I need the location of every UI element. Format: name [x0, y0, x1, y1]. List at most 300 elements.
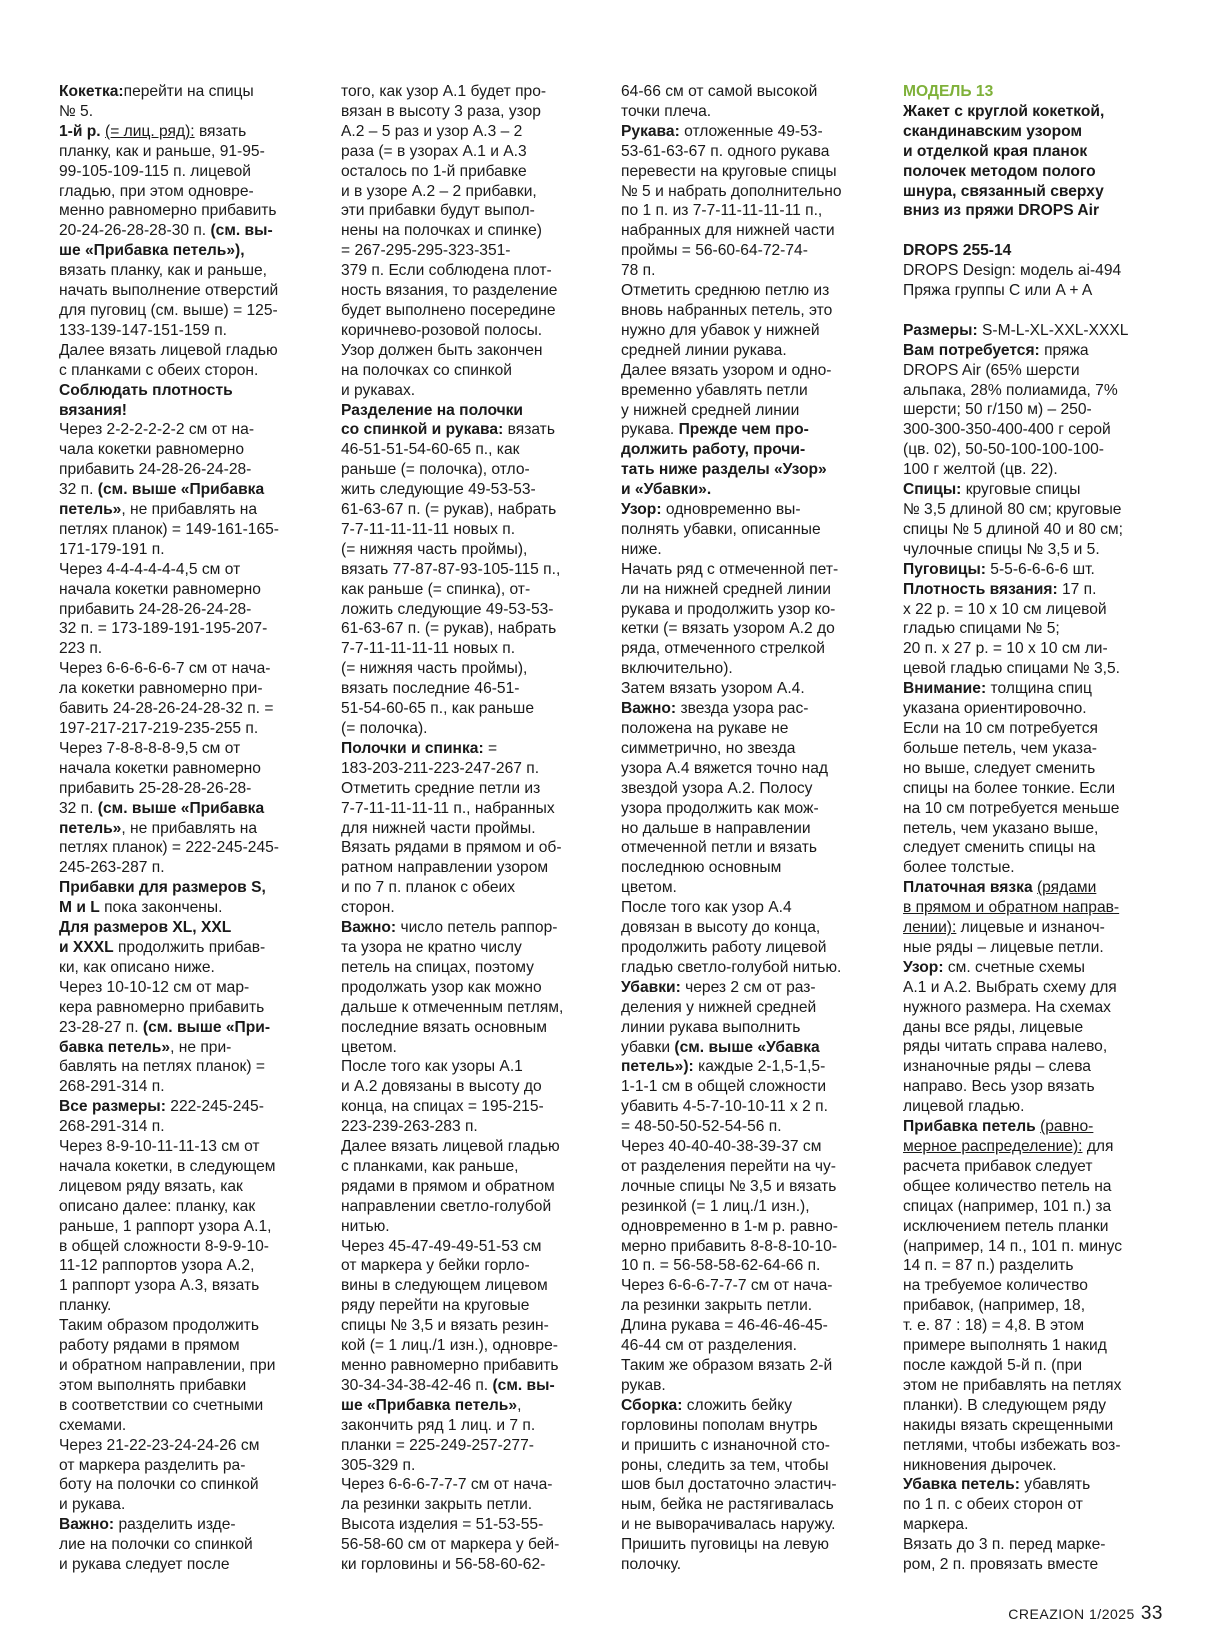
text-run: 46-51-51-54-60-65 п., как — [341, 441, 520, 459]
text-line — [59, 281, 317, 301]
text-run: перевести на круговые спицы — [621, 162, 837, 180]
text-line — [621, 779, 879, 799]
text-line — [59, 1117, 317, 1137]
text-line — [59, 1157, 317, 1177]
text-run: кетки (= вязать узором А.2 до — [621, 620, 835, 638]
text-run: Таким образом продолжить — [59, 1317, 259, 1335]
text-run: направлении светло-голубой — [341, 1197, 552, 1215]
text-line — [341, 162, 599, 182]
text-line — [903, 659, 1165, 679]
text-run: менно равномерно прибавить — [59, 202, 277, 220]
text-line — [903, 420, 1165, 440]
text-line — [903, 898, 1165, 918]
text-run: 100 г желтой (цв. 22). — [903, 461, 1058, 479]
text-run: никновения дырочек. — [903, 1456, 1057, 1474]
text-line — [903, 281, 1165, 301]
text-run: Пришить пуговицы на левую — [621, 1536, 829, 1554]
text-line — [59, 878, 317, 898]
page-footer — [1008, 1604, 1163, 1624]
text-run: = 48-50-50-52-54-56 п. — [621, 1118, 782, 1136]
text-line — [59, 301, 317, 321]
text-line — [59, 1137, 317, 1157]
text-line — [59, 838, 317, 858]
text-line — [621, 1336, 879, 1356]
text-line — [903, 1217, 1165, 1237]
text-line — [341, 1097, 599, 1117]
text-run: спицах (например, 101 п.) за — [903, 1197, 1112, 1215]
text-line — [621, 1157, 879, 1177]
text-line — [59, 858, 317, 878]
text-run: ным, бейка не растягивалась — [621, 1496, 834, 1514]
text-line — [903, 699, 1165, 719]
text-run: петель, чем указано выше, — [903, 819, 1099, 837]
text-run: Высота изделия = 51-53-55- — [341, 1516, 544, 1534]
text-run: чулочные спицы № 3,5 и 5. — [903, 540, 1100, 558]
text-line — [621, 719, 879, 739]
text-line — [59, 1097, 317, 1117]
text-run: 14 п. = 87 п.) разделить — [903, 1257, 1074, 1275]
text-line — [621, 261, 879, 281]
text-run: должить работу, прочи- — [621, 441, 806, 459]
text-line — [59, 998, 317, 1018]
text-run: лочные спицы № 3,5 и вязать — [621, 1177, 837, 1195]
text-run: последнюю основным — [621, 859, 782, 877]
text-run: симметрично, но звезда — [621, 739, 796, 757]
text-line — [621, 1097, 879, 1117]
text-line — [621, 819, 879, 839]
text-run: полочку. — [621, 1556, 682, 1574]
text-line — [903, 1256, 1165, 1276]
text-run: Разделение на полочки — [341, 401, 524, 419]
text-line — [903, 162, 1165, 182]
text-line — [59, 480, 317, 500]
text-line — [903, 580, 1165, 600]
text-run: (см. выше «Прибавка — [97, 799, 265, 817]
text-line — [621, 1057, 879, 1077]
text-run: 171-179-191 п. — [59, 540, 165, 558]
text-line — [621, 1177, 879, 1197]
text-run: ниже. — [621, 540, 662, 558]
text-line — [903, 1296, 1165, 1316]
text-run: продолжать узор как можно — [341, 978, 542, 996]
text-line — [341, 898, 599, 918]
text-run: петель» — [59, 819, 122, 837]
text-run: ки горловины и 56-58-60-62- — [341, 1556, 546, 1574]
text-run: шнура, связанный сверху — [903, 182, 1104, 200]
text-line — [903, 540, 1165, 560]
text-line — [59, 580, 317, 600]
text-run: Длина рукава = 46-46-46-45- — [621, 1317, 828, 1335]
text-run: 7-7-11-11-11-11 п., набранных — [341, 799, 555, 817]
text-run: шов был достаточно эластич- — [621, 1476, 837, 1494]
text-line — [341, 1117, 599, 1137]
text-line — [621, 201, 879, 221]
text-run: Рукава: — [621, 122, 680, 140]
text-line — [621, 221, 879, 241]
text-line — [903, 739, 1165, 759]
text-run: (= полочка). — [341, 720, 428, 737]
text-line — [621, 1137, 879, 1157]
text-line — [903, 480, 1165, 500]
text-run: рукава. — [621, 421, 679, 439]
text-run: этом выполнять прибавки — [59, 1376, 247, 1394]
text-run: 32 п. = 173-189-191-195-207- — [59, 620, 268, 638]
text-run: см. счетные схемы — [943, 958, 1085, 976]
text-run: спицы на более тонкие. Если — [903, 779, 1116, 797]
text-run: общее количество петель на — [903, 1177, 1112, 1195]
text-run: на 10 см потребуется меньше — [903, 799, 1120, 817]
text-run: и «Убавки». — [621, 481, 712, 499]
text-line — [59, 162, 317, 182]
text-line — [621, 440, 879, 460]
text-line — [59, 201, 317, 221]
text-run: , не прибавлять на — [121, 819, 258, 837]
text-run: петлях планок) = 222-245-245- — [59, 839, 279, 857]
text-line — [621, 1456, 879, 1476]
text-run: у нижней средней линии — [621, 401, 800, 419]
text-run: для пуговиц (см. выше) = 125- — [59, 301, 278, 319]
text-run: убавлять — [1019, 1476, 1091, 1494]
text-run: отмеченной петли и вязать — [621, 839, 817, 857]
text-line — [903, 938, 1165, 958]
text-run: следует сменить спицы на — [903, 839, 1096, 857]
text-run: та узора не кратно числу — [341, 938, 522, 956]
text-column-2 — [341, 82, 599, 1575]
text-line — [903, 918, 1165, 938]
text-run: этом не прибавлять на петлях — [903, 1376, 1122, 1394]
text-line — [341, 1356, 599, 1376]
text-run: x 22 р. = 10 x 10 см лицевой — [903, 600, 1107, 618]
text-line — [903, 82, 1165, 102]
text-run: петлях планок) = 149-161-165- — [59, 520, 279, 538]
text-run: начала кокетки, в следующем — [59, 1157, 276, 1175]
text-line — [903, 1276, 1165, 1296]
text-run: , не прибавлять на — [121, 501, 258, 519]
text-line — [621, 838, 879, 858]
text-line — [903, 500, 1165, 520]
text-line — [59, 460, 317, 480]
text-run: (= нижняя часть проймы), — [341, 660, 528, 678]
text-run: № 5. — [59, 102, 94, 120]
text-run: Вам потребуется: — [903, 341, 1040, 359]
text-run: Через 6-6-6-7-7-7 см от нача- — [621, 1277, 833, 1295]
text-line — [341, 281, 599, 301]
text-run: Все размеры: — [59, 1098, 166, 1116]
text-run: Далее вязать узором и одно- — [621, 361, 832, 379]
text-run: Отметить среднюю петлю из — [621, 282, 830, 300]
text-run: менно равномерно прибавить — [341, 1357, 559, 1374]
magazine-issue: CREAZION 1/2025 — [1008, 1606, 1135, 1622]
text-run: (например, 14 п., 101 п. минус — [903, 1237, 1123, 1255]
text-run: звезда узора рас- — [676, 700, 809, 718]
text-run: 32 п. — [59, 481, 98, 499]
text-run: последние вязать основным — [341, 1018, 547, 1036]
text-column-3 — [621, 82, 879, 1575]
text-line — [621, 998, 879, 1018]
text-line — [59, 1256, 317, 1276]
text-run: по 1 п. с обеих сторон от — [903, 1496, 1083, 1514]
text-run: (см. выше «При- — [142, 1018, 271, 1036]
text-line — [59, 679, 317, 699]
text-line — [903, 1237, 1165, 1257]
text-line — [341, 182, 599, 202]
text-run: 53-61-63-67 п. одного рукава — [621, 142, 830, 160]
text-line — [903, 759, 1165, 779]
text-line — [903, 1117, 1165, 1137]
text-run: но выше, следует сменить — [903, 759, 1096, 777]
text-run: осталось по 1-й прибавке — [341, 162, 527, 180]
text-run: вязать — [194, 122, 247, 140]
text-line — [59, 401, 317, 421]
text-run: 23-28-27 п. — [59, 1018, 143, 1036]
text-line — [341, 221, 599, 241]
text-line — [59, 1276, 317, 1296]
text-line — [341, 1077, 599, 1097]
text-run: ла резинки закрыть петли. — [341, 1496, 533, 1514]
text-run: ше «Прибавка петель»), — [59, 242, 245, 260]
text-run: Узор: — [621, 501, 662, 519]
text-line — [59, 321, 317, 341]
text-run: Прежде чем про- — [678, 421, 809, 439]
text-run: 223 п. — [59, 640, 103, 658]
text-line — [621, 1038, 879, 1058]
text-line — [341, 1376, 599, 1396]
text-run: M и L — [59, 899, 100, 917]
text-line — [621, 102, 879, 122]
text-run: перейти на спицы — [123, 83, 254, 100]
text-run: ла резинки закрыть петли. — [621, 1297, 813, 1315]
text-line — [903, 400, 1165, 420]
text-run: 7-7-11-11-11-11 новых п. — [341, 520, 516, 538]
text-run: 223-239-263-283 п. — [341, 1118, 478, 1136]
text-run: планку. — [59, 1297, 112, 1315]
text-run: толщина спиц — [986, 680, 1092, 698]
text-run: вниз из пряжи DROPS Air — [903, 202, 1100, 220]
text-line — [341, 1137, 599, 1157]
text-line — [621, 619, 879, 639]
text-run: Далее вязать лицевой гладью — [59, 341, 278, 359]
text-line — [903, 819, 1165, 839]
text-run: в общей сложности 8-9-9-10- — [59, 1237, 269, 1255]
text-run: и А.2 довязаны в высоту до — [341, 1078, 542, 1096]
text-run: более толстые. — [903, 859, 1015, 877]
text-run: После того как узор А.4 — [621, 899, 792, 917]
text-run: МОДЕЛЬ 13 — [903, 83, 994, 100]
text-line — [903, 1177, 1165, 1197]
text-run: от маркера разделить ра- — [59, 1456, 246, 1474]
text-run: и рукавах. — [341, 381, 416, 399]
text-run: на полочках со спинкой — [341, 361, 513, 379]
text-run: цевой гладью спицами № 3,5. — [903, 660, 1121, 678]
text-line — [59, 261, 317, 281]
text-line — [903, 361, 1165, 381]
text-run: для нижней части проймы. — [341, 819, 536, 837]
text-line — [621, 321, 879, 341]
text-run: 17 п. — [1057, 580, 1097, 598]
text-run: положена на рукаве не — [621, 720, 789, 737]
text-line — [59, 978, 317, 998]
text-line — [621, 480, 879, 500]
text-run: планки = 225-249-257-277- — [341, 1436, 534, 1454]
text-line — [621, 301, 879, 321]
text-line — [903, 679, 1165, 699]
text-run: 268-291-314 п. — [59, 1118, 165, 1136]
text-line — [621, 898, 879, 918]
text-run: исключением петель планки — [903, 1217, 1109, 1235]
text-run: раньше, 1 раппорт узора А.1, — [59, 1217, 272, 1235]
text-run: 268-291-314 п. — [59, 1078, 165, 1096]
text-line — [903, 182, 1165, 202]
text-run: вязать планку, как и раньше, — [59, 262, 267, 280]
text-run: , не при- — [170, 1038, 232, 1056]
text-line — [621, 739, 879, 759]
text-run: = 267-295-295-323-351- — [341, 242, 511, 260]
text-run: даны все ряды, лицевые — [903, 1018, 1084, 1036]
text-run: с планками, как раньше, — [341, 1157, 519, 1175]
text-run: ряда, отмеченного стрелкой — [621, 640, 826, 658]
text-line — [59, 1057, 317, 1077]
text-line — [59, 1535, 317, 1555]
text-run: рукава и продолжить узор ко- — [621, 600, 836, 618]
text-run: нужного размера. На схемах — [903, 998, 1111, 1016]
text-line — [341, 1416, 599, 1436]
text-column-1 — [59, 82, 317, 1575]
text-line — [903, 600, 1165, 620]
text-line — [621, 142, 879, 162]
text-line — [341, 998, 599, 1018]
text-run: вязать 77-87-87-93-105-115 п., — [341, 560, 561, 578]
text-run: Пряжа группы C или A + A — [903, 282, 1093, 300]
text-line — [59, 560, 317, 580]
text-run: прибавить 24-28-26-24-28- — [59, 461, 252, 479]
text-run: Соблюдать плотность — [59, 381, 233, 399]
text-line — [341, 440, 599, 460]
text-run: звездой узора А.2. Полосу — [621, 779, 813, 797]
text-run: № 5 и набрать дополнительно — [621, 182, 842, 200]
text-line — [621, 1117, 879, 1137]
text-run: разделить изде- — [114, 1516, 236, 1534]
text-line — [341, 858, 599, 878]
text-line — [59, 1456, 317, 1476]
text-run: (= нижняя часть проймы), — [341, 540, 528, 558]
text-run: указана ориентировочно. — [903, 700, 1087, 718]
text-run: после каждой 5-й п. (при — [903, 1356, 1083, 1374]
text-run: от маркера у бейки горло- — [341, 1257, 530, 1275]
text-line — [341, 381, 599, 401]
text-run: петель»): — [621, 1058, 694, 1076]
text-run: Сборка: — [621, 1396, 683, 1414]
text-line — [903, 1436, 1165, 1456]
text-line — [59, 82, 317, 102]
text-line — [59, 1296, 317, 1316]
text-line — [341, 201, 599, 221]
text-line — [903, 1535, 1165, 1555]
text-run: набранных для нижней части — [621, 222, 835, 240]
text-line — [59, 1396, 317, 1416]
text-run: пряжа — [1039, 341, 1089, 359]
text-run: цветом. — [341, 1038, 397, 1056]
text-line — [903, 321, 1165, 341]
text-line — [621, 799, 879, 819]
text-run: прибавок, (например, 18, — [903, 1297, 1086, 1315]
text-line — [341, 1515, 599, 1535]
text-run: 20 п. x 27 р. = 10 x 10 см ли- — [903, 640, 1108, 658]
text-run: 78 п. — [621, 262, 656, 280]
text-line — [621, 122, 879, 142]
text-line — [59, 659, 317, 679]
text-run: закончить ряд 1 лиц. и 7 п. — [341, 1416, 536, 1434]
text-run: узора А.4 вяжется точно над — [621, 759, 828, 777]
text-run: того, как узор А.1 будет про- — [341, 83, 547, 100]
text-run: скандинавским узором — [903, 122, 1083, 140]
text-line — [59, 719, 317, 739]
text-run: примере выполнять 1 накид — [903, 1337, 1107, 1355]
text-run: число петель раппор- — [396, 919, 558, 937]
text-run: полнять убавки, описанные — [621, 520, 821, 538]
text-line — [59, 1356, 317, 1376]
text-run: убавить 4-5-7-10-10-11 x 2 п. — [621, 1098, 828, 1116]
text-line — [621, 361, 879, 381]
text-line — [903, 381, 1165, 401]
text-run: узора продолжить как мож- — [621, 799, 819, 817]
text-run: Через 40-40-40-38-39-37 см — [621, 1138, 822, 1156]
text-run: Важно: — [59, 1516, 115, 1534]
text-line — [903, 1495, 1165, 1515]
text-run: Через 6-6-6-7-7-7 см от нача- — [341, 1476, 553, 1494]
text-line — [903, 639, 1165, 659]
text-line — [621, 401, 879, 421]
text-run: нужно для убавок у нижней — [621, 321, 820, 339]
text-run: 10 п. = 56-58-58-62-64-66 п. — [621, 1257, 821, 1275]
text-run: 5-5-6-6-6-6 шт. — [985, 560, 1095, 578]
text-run: больше петель, чем указа- — [903, 739, 1097, 757]
text-line — [621, 82, 879, 102]
text-run: 222-245-245- — [165, 1098, 264, 1116]
text-line — [621, 958, 879, 978]
text-line — [903, 1555, 1165, 1575]
text-line — [621, 381, 879, 401]
text-run: коричнево-розовой полосы. — [341, 321, 543, 339]
text-run: петель на спицах, поэтому — [341, 958, 534, 976]
text-run: 245-263-287 п. — [59, 859, 165, 877]
text-line — [59, 1495, 317, 1515]
text-line — [341, 819, 599, 839]
text-run: резинкой (= 1 лиц./1 изн.), — [621, 1197, 810, 1215]
text-run: лицевом ряду вязать, как — [59, 1177, 243, 1195]
page-number: 33 — [1140, 1603, 1163, 1624]
text-line — [341, 1475, 599, 1495]
text-line — [903, 1376, 1165, 1396]
text-run: лицевые и изнаноч- — [956, 919, 1105, 937]
text-line — [903, 520, 1165, 540]
text-line — [903, 1197, 1165, 1217]
text-run: круговые спицы — [961, 481, 1081, 499]
text-run: жить следующие 49-53-53- — [341, 481, 536, 499]
text-run: включительно). — [621, 660, 733, 678]
text-line — [903, 1137, 1165, 1157]
text-line — [621, 1197, 879, 1217]
text-run: Прибавки для размеров S, — [59, 879, 266, 897]
text-run: одновременно в 1-м р. равно- — [621, 1217, 838, 1235]
text-run: 7-7-11-11-11-11 новых п. — [341, 640, 516, 658]
text-run: Отметить средние петли из — [341, 779, 541, 797]
text-line — [621, 1396, 879, 1416]
text-run: направо. Весь узор вязать — [903, 1078, 1095, 1096]
text-run: кера равномерно прибавить — [59, 998, 265, 1016]
text-run: 1-1-1 см в общей сложности — [621, 1078, 827, 1096]
text-run: 46-44 см от разделения. — [621, 1337, 797, 1355]
text-run: вины в следующем лицевом — [341, 1277, 548, 1295]
